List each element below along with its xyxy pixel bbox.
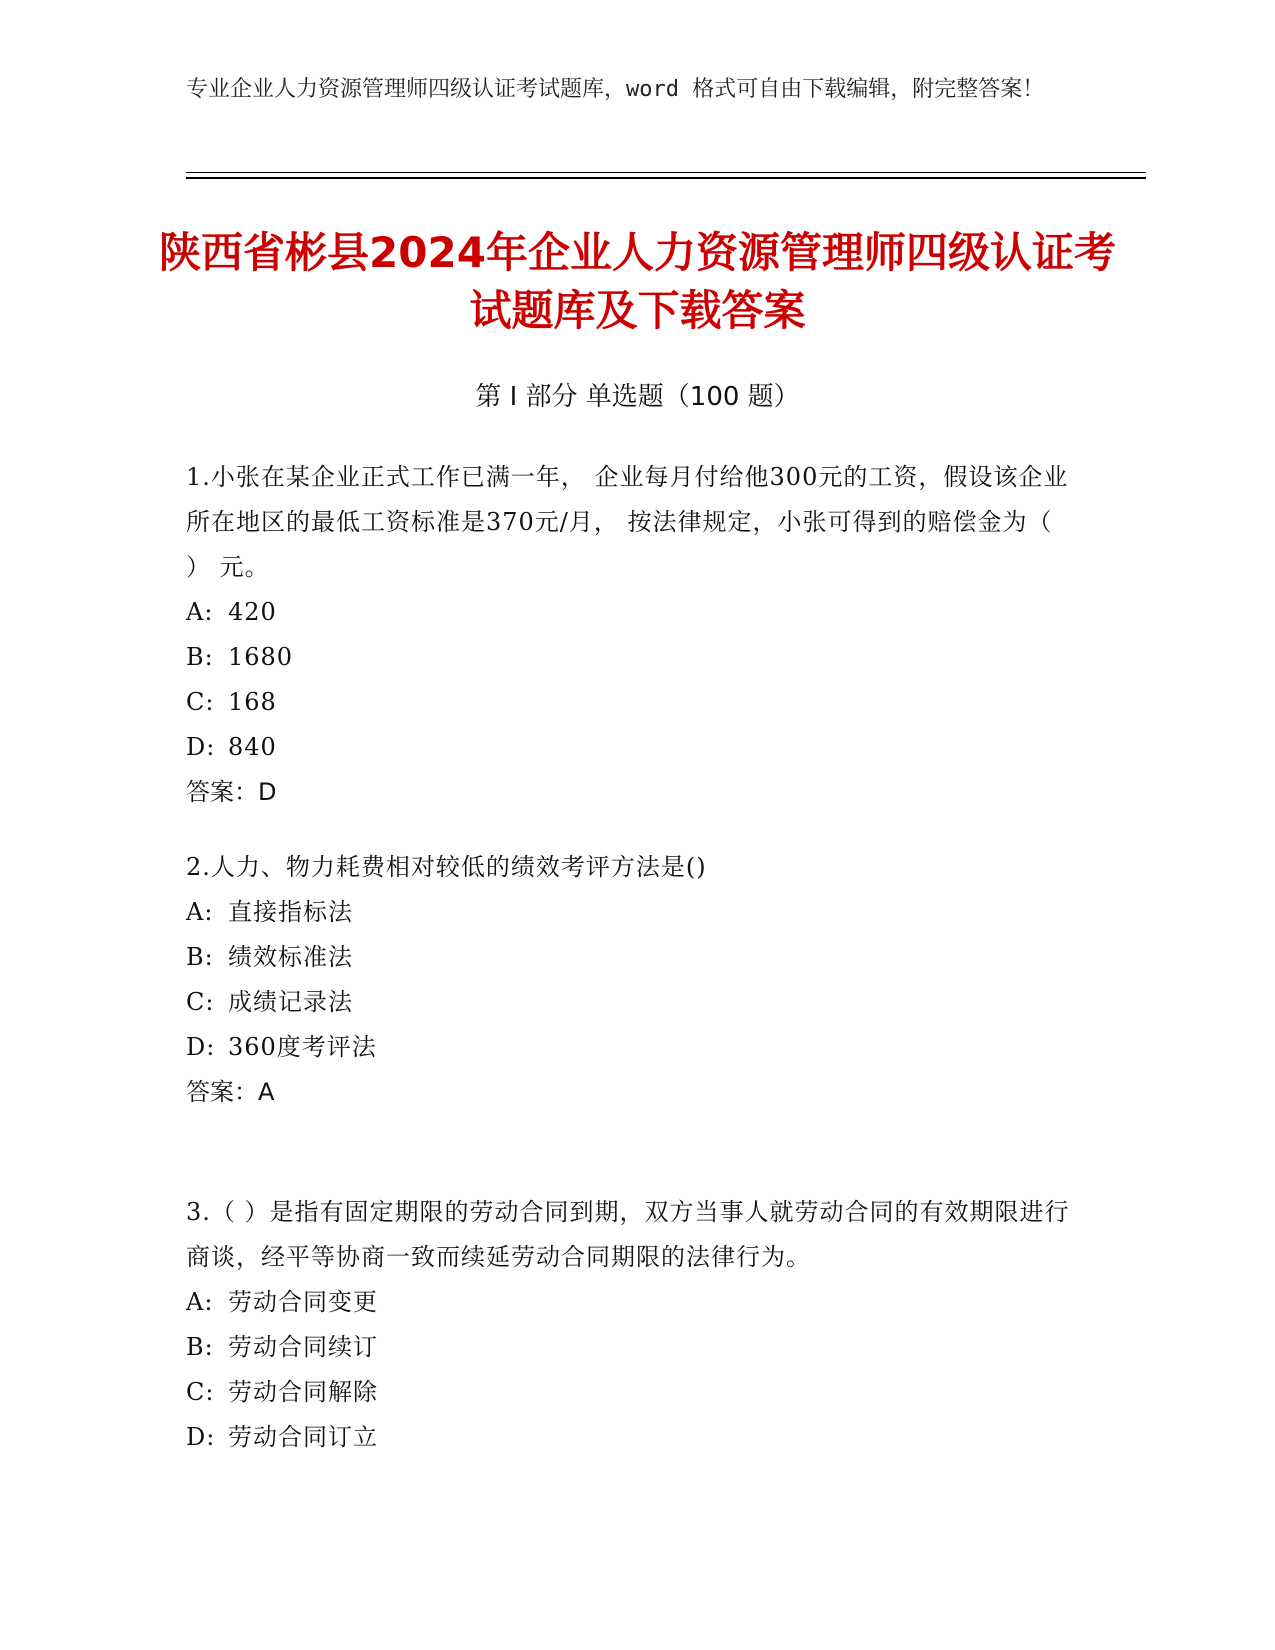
option-text: 劳动合同变更	[228, 1288, 378, 1316]
option-c	[186, 980, 1086, 1025]
option-text: 1680	[228, 643, 294, 671]
option-key: C:	[186, 988, 215, 1016]
option-key: B:	[186, 1333, 214, 1361]
option-text: 成绩记录法	[228, 988, 353, 1016]
option-a	[186, 590, 1086, 635]
answer-line: 答案：A	[186, 1078, 275, 1106]
option-text: 劳动合同订立	[228, 1423, 378, 1451]
option-key: D:	[186, 1423, 216, 1451]
option-b	[186, 1325, 1086, 1370]
option-b	[186, 935, 1086, 980]
option-text: 绩效标准法	[228, 943, 353, 971]
question-stem: 2.人力、物力耗费相对较低的绩效考评方法是()	[186, 853, 707, 881]
option-text: 劳动合同续订	[228, 1333, 378, 1361]
option-d	[186, 1025, 1086, 1070]
option-text: 劳动合同解除	[228, 1378, 378, 1406]
question-1	[186, 455, 1086, 815]
header-divider-thick	[186, 177, 1146, 179]
question-stem: 3.（ ）是指有固定期限的劳动合同到期，双方当事人就劳动合同的有效期限进行商谈，经平等协商一致而续延劳动合同期限的法律行为。	[186, 1198, 1070, 1271]
option-key: D:	[186, 1033, 216, 1061]
option-a	[186, 890, 1086, 935]
question-stem: 1.小张在某企业正式工作已满一年， 企业每月付给他300元的工资，假设该企业所在地区的最低工资标准是370元/月， 按法律规定，小张可得到的赔偿金为（ ） 元。	[186, 463, 1069, 581]
option-key: D:	[186, 733, 216, 761]
option-text: 直接指标法	[228, 898, 353, 926]
option-b	[186, 635, 1086, 680]
option-text: 840	[228, 733, 277, 761]
header-note: 专业企业人力资源管理师四级认证考试题库，word 格式可自由下载编辑，附完整答案！	[186, 77, 1045, 102]
section-heading: 第 I 部分 单选题（100 题）	[475, 382, 800, 412]
answer-line: 答案：D	[186, 778, 277, 806]
option-key: B:	[186, 643, 214, 671]
question-3	[186, 1190, 1086, 1460]
option-key: A:	[186, 898, 214, 926]
option-d	[186, 1415, 1086, 1460]
option-d	[186, 725, 1086, 770]
option-key: C:	[186, 688, 215, 716]
option-key: B:	[186, 943, 214, 971]
option-text: 168	[228, 688, 277, 716]
option-c	[186, 680, 1086, 725]
option-key: C:	[186, 1378, 215, 1406]
option-c	[186, 1370, 1086, 1415]
option-key: A:	[186, 598, 214, 626]
option-key: A:	[186, 1288, 214, 1316]
header-divider-thin	[186, 172, 1146, 173]
question-2	[186, 845, 1086, 1115]
option-a	[186, 1280, 1086, 1325]
document-title: 陕西省彬县2024年企业人力资源管理师四级认证考试题库及下载答案	[159, 228, 1116, 335]
option-text: 420	[228, 598, 277, 626]
option-text: 360度考评法	[228, 1033, 377, 1061]
